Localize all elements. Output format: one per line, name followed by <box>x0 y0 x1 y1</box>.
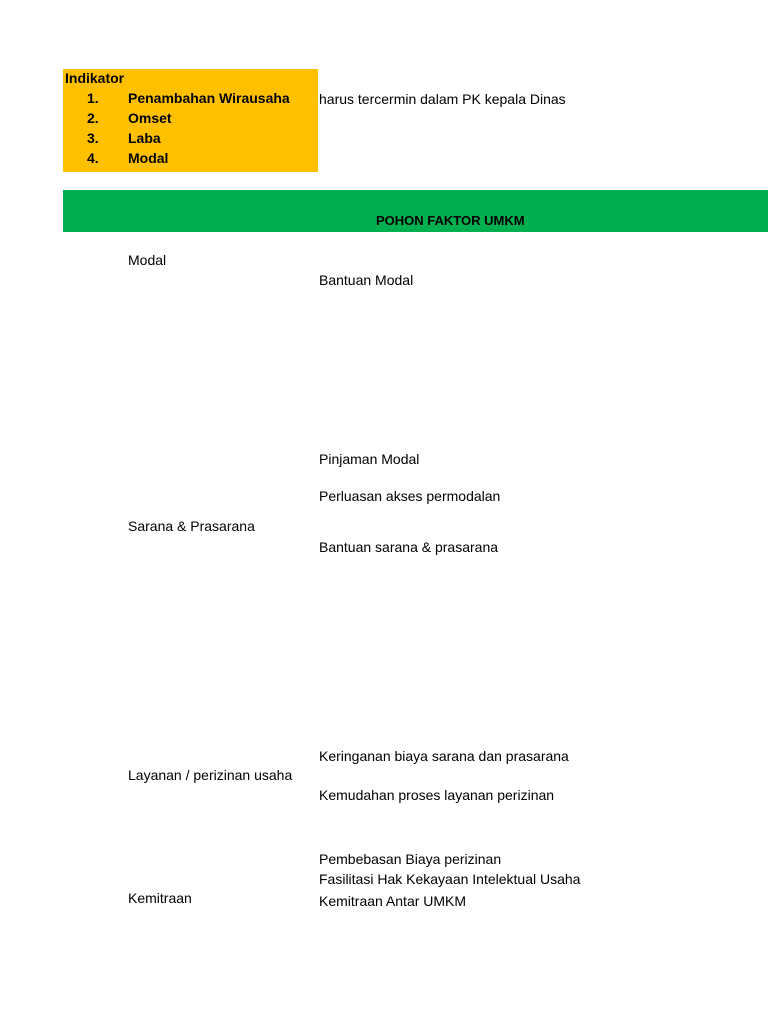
indikator-box <box>63 69 318 172</box>
indikator-item-label: Laba <box>128 130 161 146</box>
factor-label: Layanan / perizinan usaha <box>128 767 293 783</box>
subfactor-label: Kemitraan Antar UMKM <box>319 893 467 909</box>
indikator-item-label: Modal <box>128 150 169 166</box>
factor-label: Sarana & Prasarana <box>128 518 255 534</box>
indikator-item <box>63 110 318 130</box>
indikator-note: harus tercermin dalam PK kepala Dinas <box>319 91 566 107</box>
indikator-item-number: 1. <box>87 90 99 106</box>
indikator-title: Indikator <box>65 70 125 86</box>
indikator-item-number: 2. <box>87 110 99 126</box>
indikator-item <box>63 130 318 150</box>
subfactor-label: Perluasan akses permodalan <box>319 488 501 504</box>
subfactor-label: Keringanan biaya sarana dan prasarana <box>319 748 569 764</box>
banner-title: POHON FAKTOR UMKM <box>376 213 525 228</box>
subfactor-label: Pembebasan Biaya perizinan <box>319 851 502 867</box>
factor-label: Kemitraan <box>128 890 192 906</box>
indikator-item <box>63 90 318 110</box>
subfactor-label: Bantuan Modal <box>319 272 414 288</box>
indikator-item-label: Omset <box>128 110 172 126</box>
indikator-item <box>63 150 318 170</box>
section-banner <box>63 190 768 232</box>
indikator-item-number: 4. <box>87 150 99 166</box>
indikator-item-number: 3. <box>87 130 99 146</box>
subfactor-label: Fasilitasi Hak Kekayaan Intelektual Usaha <box>319 871 581 887</box>
subfactor-label: Kemudahan proses layanan perizinan <box>319 787 555 803</box>
subfactor-label: Pinjaman Modal <box>319 451 420 467</box>
indikator-item-label: Penambahan Wirausaha <box>128 90 290 106</box>
subfactor-label: Bantuan sarana & prasarana <box>319 539 499 555</box>
factor-label: Modal <box>128 252 167 268</box>
